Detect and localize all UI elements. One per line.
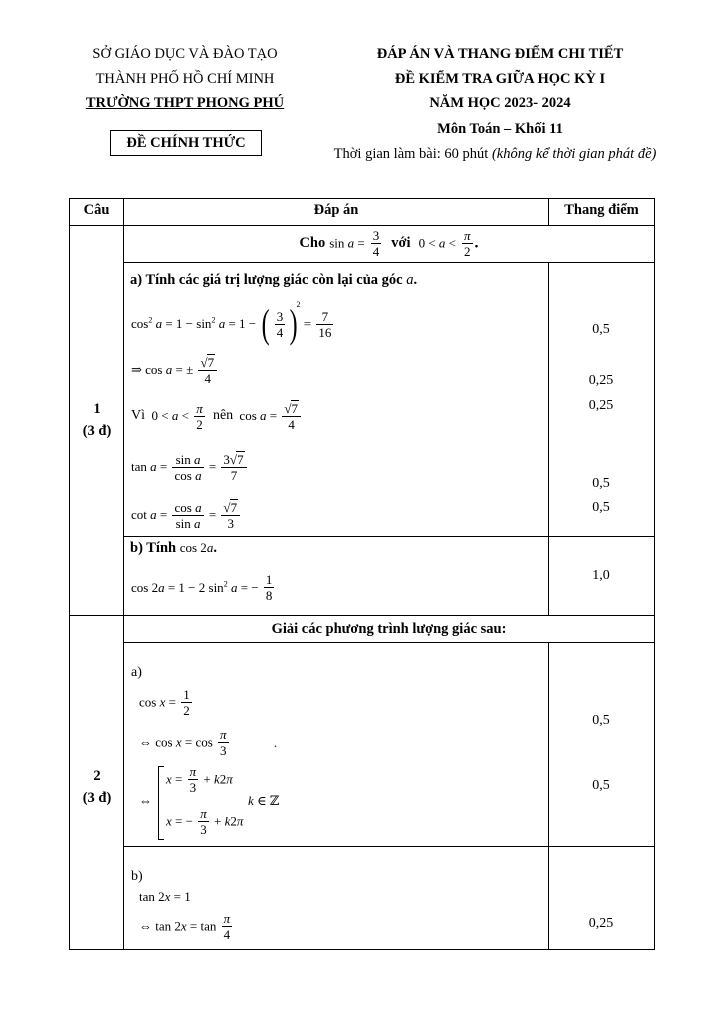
exam-title: ĐỀ KIỂM TRA GIỮA HỌC KỲ I: [394, 71, 606, 87]
answer-key-title: ĐÁP ÁN VÀ THANG ĐIỂM CHI TIẾT: [376, 46, 624, 62]
q2-part-b-label: b): [131, 869, 143, 884]
q2-part-a-label: a): [131, 665, 142, 680]
q2a-sol1: x = $\frac{\pi}{3}$ + k2π: [166, 764, 233, 795]
table-border-left: [69, 198, 70, 950]
q2-score-3: 0,25: [588, 916, 614, 931]
q2a-equiv: ⇔: [139, 793, 152, 808]
q1-cos2a: cos 2a = 1 − 2 $\sin^2 a$ = − $\frac{1}{8}$: [131, 572, 273, 603]
q1-score-3: 0,25: [588, 398, 614, 413]
school-year: NĂM HỌC 2023- 2024: [429, 95, 571, 111]
dept-name: SỞ GIÁO DỤC VÀ ĐÀO TẠO: [92, 46, 278, 62]
q2b-eq1: tan 2x = 1: [139, 889, 191, 904]
q1-tan-value: tan a = $\frac{\text{sin a}}{\text{cos a}}$ = $\frac{3√7}{7}$: [131, 451, 249, 483]
q1-score-1: 0,5: [592, 322, 610, 337]
q1-cos-value: ⇒ cos a = ± $\frac{√7}{4}$: [131, 354, 219, 386]
q2-score-2: 0,5: [592, 778, 610, 793]
q1-cos-squared: $\cos^2 a = 1 - \sin^2 a = 1$ − ( $\frac{3}{4}$ )$^2$ = $\frac{7}{16}$: [131, 300, 332, 347]
header-question: Câu: [83, 202, 110, 218]
table-border-top: [69, 198, 655, 199]
q1-cot-value: cot a = $\frac{\text{cos a}}{\text{sin a}}$ = $\frac{√7}{3}$: [131, 499, 242, 531]
q2a-bracket: [158, 766, 164, 840]
header-row-bottom: [69, 225, 655, 226]
time-allowed: Thời gian làm bài: 60 phút (không kể thời gian phát đề): [333, 146, 657, 162]
q2-number: 2 (3 đ): [82, 768, 112, 806]
q1-number: 1 (3 đ): [82, 401, 112, 439]
q2a-eq1: cos x = $\frac{1}{2}$: [139, 687, 190, 718]
q1-score-4: 0,5: [592, 476, 610, 491]
q2a-sol2: x = − $\frac{\pi}{3}$ + k2π: [166, 806, 244, 837]
q1-part-a-title: a) Tính các giá trị lượng giác còn lại của góc a.: [130, 272, 418, 288]
q1-part-b-title: b) Tính cos 2a.: [130, 540, 217, 556]
q2-title: Giải các phương trình lượng giác sau:: [271, 621, 507, 637]
city-name: THÀNH PHỐ HỒ CHÍ MINH: [95, 71, 275, 87]
q1-row-bottom: [69, 615, 655, 616]
q2a-k-integer: k ∈ ℤ: [248, 793, 280, 808]
official-exam-box: ĐỀ CHÍNH THỨC: [110, 130, 262, 156]
q1-because: Vì 0 < a < $\frac{\pi}{2}$ nên cos a = $\frac{√7}{4}$: [131, 400, 303, 432]
q1-score-5: 0,5: [592, 500, 610, 515]
subject-grade: Môn Toán – Khối 11: [437, 121, 563, 137]
q2a-eq2: ⇔ cos x = cos $\frac{\pi}{3}$ .: [139, 727, 278, 758]
q1-given: Cho sin a = $\frac{3}{4}$ với 0 < a < $\frac{\pi}{2}$ .: [299, 228, 479, 259]
table-border-right: [654, 198, 655, 950]
header-score: Thang điểm: [564, 202, 639, 218]
header-answer: Đáp án: [313, 202, 359, 218]
q1-score-6: 1,0: [592, 568, 610, 583]
table-border-bottom: [69, 949, 655, 950]
school-name: TRƯỜNG THPT PHONG PHÚ: [85, 95, 285, 111]
q1-score-2: 0,25: [588, 373, 614, 388]
col-separator-1: [123, 198, 124, 950]
q2-score-1: 0,5: [592, 713, 610, 728]
q2b-eq2: ⇔ tan 2x = tan $\frac{\pi}{4}$: [139, 911, 231, 942]
